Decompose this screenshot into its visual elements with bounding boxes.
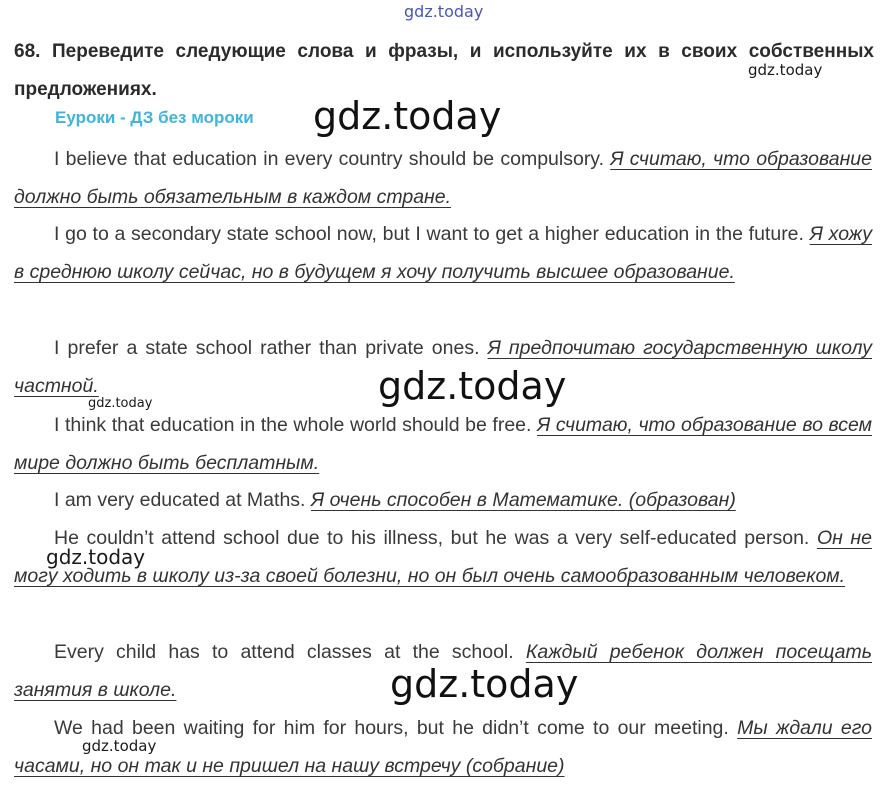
- sentence-russian: Он не могу ходить в школу из-за своей болезни, но он был очень самообразованным человеком.: [14, 527, 872, 587]
- sentence-english: I prefer a state school rather than private ones.: [54, 337, 480, 359]
- watermark-large: gdz.today: [313, 94, 502, 138]
- sentence-russian: Я считаю, что образование во всем мире должно быть бесплатным.: [14, 414, 872, 474]
- exercise-heading: [14, 33, 874, 109]
- sentence-russian: Я предпочитаю государственную школу частной.: [14, 337, 873, 397]
- sentence-english: I believe that education in every country should be compulsory.: [54, 148, 605, 170]
- watermark-large: gdz.today: [378, 364, 567, 408]
- sentence-english: He couldn’t attend school due to his illness, but he was a very self-educated person.: [54, 527, 810, 549]
- watermark-large: gdz.today: [390, 662, 579, 706]
- brand-label: Еуроки - ДЗ без мороки: [55, 108, 254, 127]
- watermark-small: gdz.today: [748, 61, 823, 79]
- watermark-small: gdz.today: [82, 737, 157, 755]
- sentence-item: [14, 519, 872, 595]
- sentence-english: I think that education in the whole world should be free.: [54, 414, 532, 436]
- watermark-medium: gdz.today: [46, 545, 146, 569]
- sentence-russian: Я считаю, что образование должно быть обязательным в каждом стране.: [14, 148, 872, 208]
- watermark-top: gdz.today: [404, 2, 484, 21]
- sentence-item: [14, 709, 872, 785]
- sentence-item: [14, 329, 872, 405]
- sentence-russian: Мы ждали его часами, но он так и не пришел на нашу встречу (собрание): [14, 717, 873, 777]
- watermark-small: gdz.today: [88, 396, 153, 411]
- sentence-item: [14, 215, 872, 291]
- exercise-instruction: Переведите следующие слова и фразы, и используйте их в своих собственных предложениях.: [14, 41, 874, 100]
- sentence-english: I go to a secondary state school now, but I want to get a higher education in the future.: [54, 223, 804, 245]
- sentence-item: [14, 633, 872, 709]
- exercise-number: 68.: [14, 41, 41, 62]
- sentence-item: [14, 140, 872, 216]
- sentence-item: [14, 406, 872, 482]
- sentence-english: We had been waiting for him for hours, but he didn’t come to our meeting.: [54, 717, 729, 739]
- sentence-russian: Я очень способен в Математике. (образован): [310, 489, 736, 511]
- sentence-item: [14, 481, 872, 519]
- sentence-russian: Я хожу в среднюю школу сейчас, но в будущем я хочу получить высшее образование.: [14, 223, 873, 283]
- sentence-russian: Каждый ребенок должен посещать занятия в школе.: [14, 641, 873, 701]
- sentence-english: Every child has to attend classes at the school.: [54, 641, 514, 663]
- sentence-english: I am very educated at Maths.: [54, 489, 306, 511]
